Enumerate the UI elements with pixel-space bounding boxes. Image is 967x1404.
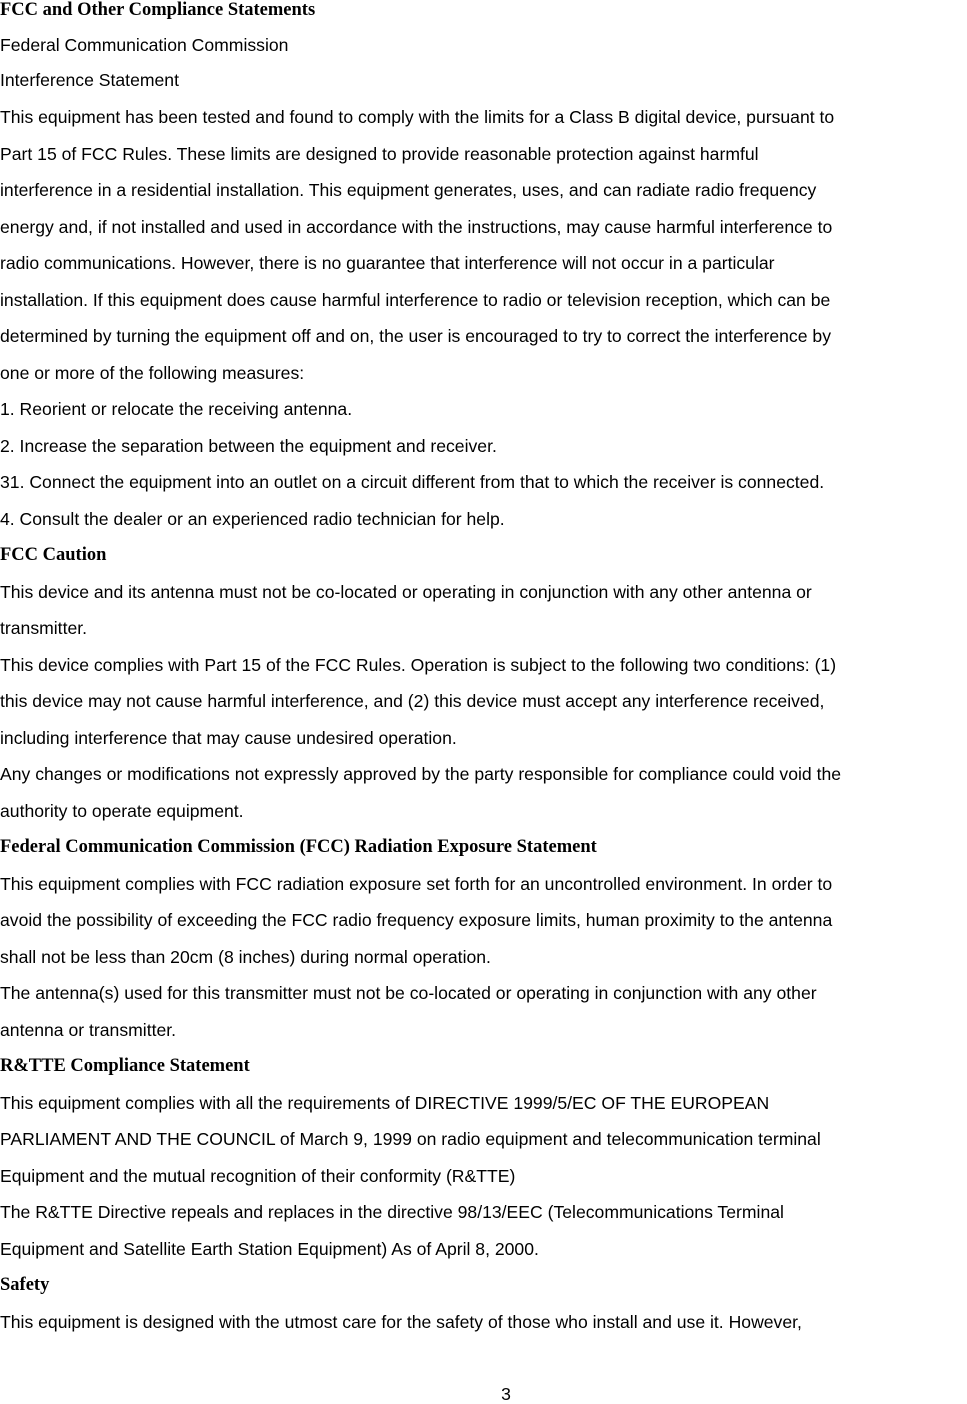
section-heading-radiation-exposure: Federal Communication Commission (FCC) Radiation Exposure Statement <box>0 837 597 857</box>
text-line: including interference that may cause undesired operation. <box>0 728 457 748</box>
text-line: installation. If this equipment does cause harmful interference to radio or television reception, which can be <box>0 290 831 310</box>
text-line: This equipment has been tested and found to comply with the limits for a Class B digital device, pursuant to <box>0 107 835 127</box>
text-line: avoid the possibility of exceeding the FCC radio frequency exposure limits, human proximity to the antenna <box>0 910 833 930</box>
text-line: Equipment and Satellite Earth Station Equipment) As of April 8, 2000. <box>0 1239 539 1259</box>
text-line: transmitter. <box>0 618 88 638</box>
text-line: The antenna(s) used for this transmitter must not be co-located or operating in conjunction with any other <box>0 983 817 1003</box>
text-line: This equipment is designed with the utmost care for the safety of those who install and use it. However, <box>0 1312 802 1332</box>
text-line: authority to operate equipment. <box>0 801 244 821</box>
text-line: Any changes or modifications not expressly approved by the party responsible for compliance could void the <box>0 764 842 784</box>
section-heading-fcc-compliance: FCC and Other Compliance Statements <box>0 0 316 20</box>
text-line: radio communications. However, there is no guarantee that interference will not occur in a particular <box>0 253 775 273</box>
list-item: 1. Reorient or relocate the receiving antenna. <box>0 399 353 419</box>
text-line: This device and its antenna must not be co-located or operating in conjunction with any other antenna or <box>0 582 812 602</box>
list-item: 4. Consult the dealer or an experienced radio technician for help. <box>0 509 505 529</box>
page-number: 3 <box>501 1384 511 1404</box>
section-heading-safety: Safety <box>0 1275 50 1295</box>
text-line: This equipment complies with FCC radiation exposure set forth for an uncontrolled environment. In order to <box>0 874 833 894</box>
list-item: 31. Connect the equipment into an outlet on a circuit different from that to which the receiver is connected. <box>0 472 825 492</box>
text-line: Equipment and the mutual recognition of their conformity (R&TTE) <box>0 1166 516 1186</box>
text-line: The R&TTE Directive repeals and replaces in the directive 98/13/EEC (Telecommunications Terminal <box>0 1202 784 1222</box>
list-item: 2. Increase the separation between the equipment and receiver. <box>0 436 497 456</box>
text-line: energy and, if not installed and used in accordance with the instructions, may cause harmful interference to <box>0 217 833 237</box>
text-line: Interference Statement <box>0 70 179 90</box>
text-line: one or more of the following measures: <box>0 363 305 383</box>
text-line: interference in a residential installation. This equipment generates, uses, and can radiate radio frequency <box>0 180 817 200</box>
text-line: antenna or transmitter. <box>0 1020 177 1040</box>
text-line: This equipment complies with all the requirements of DIRECTIVE 1999/5/EC OF THE EUROPEAN <box>0 1093 770 1113</box>
section-heading-fcc-caution: FCC Caution <box>0 545 107 565</box>
text-line: this device may not cause harmful interference, and (2) this device must accept any interference received, <box>0 691 825 711</box>
text-line: shall not be less than 20cm (8 inches) during normal operation. <box>0 947 491 967</box>
text-line: This device complies with Part 15 of the FCC Rules. Operation is subject to the following two conditions: (1) <box>0 655 837 675</box>
text-line: PARLIAMENT AND THE COUNCIL of March 9, 1999 on radio equipment and telecommunication terminal <box>0 1129 821 1149</box>
section-heading-rtte: R&TTE Compliance Statement <box>0 1056 250 1076</box>
text-line: Federal Communication Commission <box>0 35 289 55</box>
text-line: Part 15 of FCC Rules. These limits are designed to provide reasonable protection against harmful <box>0 144 759 164</box>
text-line: determined by turning the equipment off and on, the user is encouraged to try to correct the interference by <box>0 326 831 346</box>
